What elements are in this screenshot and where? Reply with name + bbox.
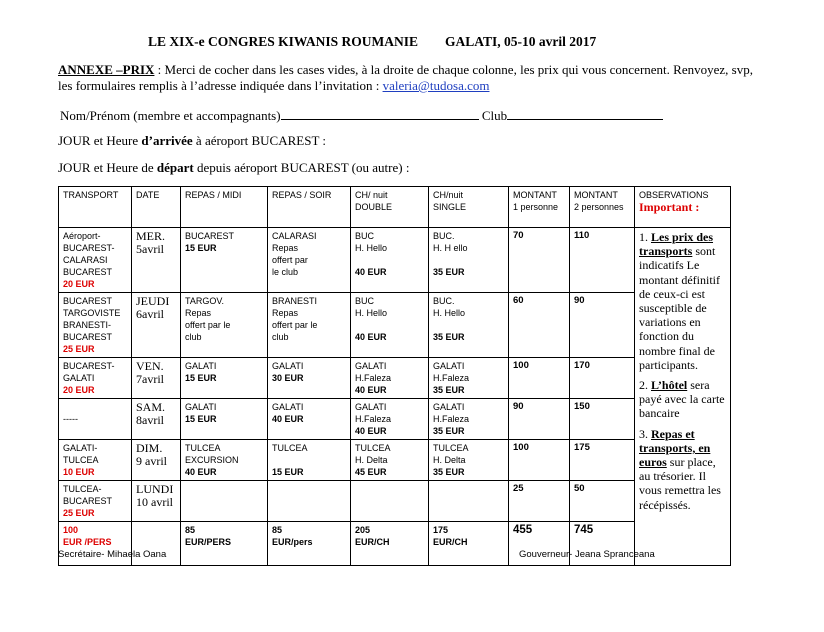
double-price: 40 EUR [355, 385, 387, 395]
cell-line: BUCAREST [185, 231, 235, 241]
table-row [59, 440, 731, 481]
cell-transport [59, 228, 132, 293]
cell-line: ----- [63, 414, 78, 424]
cell-montant-1: 60 [509, 293, 570, 358]
club-field[interactable] [507, 107, 663, 120]
soir-price: 15 EUR [272, 467, 304, 477]
cell-repas-soir [268, 481, 351, 522]
cell-line: BUCAREST [63, 496, 113, 506]
cell-transport [59, 358, 132, 399]
cell-repas-soir [268, 440, 351, 481]
total-single [429, 522, 509, 566]
cell-line: 5avril [136, 242, 164, 256]
cell-line: H. Hello [355, 308, 388, 318]
header-montant-2: MONTANT 2 personnes [570, 187, 635, 228]
cell-montant-1: 100 [509, 358, 570, 399]
cell-line: GALATI [185, 361, 217, 371]
cell-line: VEN. [136, 359, 164, 373]
cell-repas-soir [268, 228, 351, 293]
cell-line: MER. [136, 229, 166, 243]
cell-line [272, 454, 346, 466]
cell-line: H. H ello [433, 243, 468, 253]
arrival-bold: d’arrivée [141, 133, 193, 148]
cell-line: BUCAREST [63, 332, 113, 342]
arrival-text: JOUR et Heure [58, 133, 142, 148]
secretary-signature: Secrétaire- Mihaela Oana [58, 549, 167, 560]
cell-line: EUR/CH [433, 537, 468, 547]
annexe-label: ANNEXE –PRIX [58, 62, 155, 77]
cell-line [355, 319, 424, 331]
cell-line: TULCEA [355, 443, 391, 453]
cell-transport [59, 399, 132, 440]
cell-line: BUCAREST- [63, 243, 115, 253]
cell-line: GALATI [355, 402, 387, 412]
cell-line: Aéroport- [63, 231, 101, 241]
cell-line: JEUDI [136, 294, 170, 308]
cell-line: EUR/CH [355, 537, 390, 547]
cell-line: GALATI [185, 402, 217, 412]
cell-date [132, 481, 181, 522]
club-label: Club [481, 108, 508, 123]
cell-transport [59, 293, 132, 358]
cell-line: SAM. [136, 400, 166, 414]
single-price: 35 EUR [433, 385, 465, 395]
cell-line: GALATI [272, 361, 304, 371]
soir-price: 30 EUR [272, 373, 304, 383]
obs-note-3: 3. Repas et transports, en euros sur place, au trésorier. Il vous remettra les récépissés. [639, 426, 721, 512]
header-double: CH/ nuit DOUBLE [351, 187, 429, 228]
single-price: 35 EUR [433, 267, 465, 277]
cell-transport [59, 481, 132, 522]
cell-line: GALATI- [63, 443, 98, 453]
arrival-text-end: à aéroport BUCAREST : [192, 133, 327, 148]
document-title: LE XIX-e CONGRES KIWANIS ROUMANIE GALATI, 05-10 avril 2017 [148, 34, 597, 49]
cell-line: offert par [272, 255, 308, 265]
cell-line: BUC [355, 296, 375, 306]
cell-line: club [272, 332, 289, 342]
cell-repas-soir [268, 399, 351, 440]
cell-line: BUCAREST [63, 296, 113, 306]
cell-line: H. Hello [355, 243, 388, 253]
cell-double [351, 228, 429, 293]
double-price: 40 EUR [355, 267, 387, 277]
cell-date [132, 399, 181, 440]
cell-single [429, 399, 509, 440]
cell-single [429, 358, 509, 399]
cell-line: BUCAREST [63, 267, 113, 277]
cell-line: GALATI [355, 361, 387, 371]
cell-line: offert par le [185, 320, 231, 330]
double-price: 40 EUR [355, 332, 387, 342]
cell-line: TULCEA [185, 443, 221, 453]
header-single: CH/nuit SINGLE [429, 187, 509, 228]
departure-bold: départ [156, 160, 194, 175]
cell-line [355, 254, 424, 266]
cell-line: H.Faleza [433, 414, 470, 424]
table-row [59, 481, 731, 522]
single-price: 35 EUR [433, 332, 465, 342]
annexe-paragraph [58, 62, 770, 94]
total-montant-2: 745 [570, 522, 635, 566]
cell-repas-midi [181, 399, 268, 440]
cell-repas-midi [181, 440, 268, 481]
cell-line: BRANESTI [272, 296, 318, 306]
cell-line: club [185, 332, 202, 342]
cell-line: H. Delta [355, 455, 388, 465]
cell-montant-1: 70 [509, 228, 570, 293]
cell-line: le club [272, 267, 299, 277]
cell-line: GALATI [272, 402, 304, 412]
cell-montant-1: 100 [509, 440, 570, 481]
cell-line: CALARASI [272, 231, 317, 241]
cell-line: BUC [355, 231, 375, 241]
cell-line: EUR /PERS [63, 537, 112, 547]
obs-note-2: 2. L’hôtel sera payé avec la carte bancaire [639, 378, 725, 421]
single-price: 35 EUR [433, 467, 465, 477]
table-row [59, 293, 731, 358]
name-field[interactable] [281, 107, 479, 120]
cell-line: Repas [272, 308, 299, 318]
cell-single [429, 440, 509, 481]
cell-repas-midi [181, 293, 268, 358]
cell-montant-2: 170 [570, 358, 635, 399]
cell-repas-soir [268, 293, 351, 358]
midi-price: 15 EUR [185, 373, 217, 383]
name-club-line [60, 107, 663, 124]
cell-line: 205 [355, 525, 371, 535]
midi-price: 15 EUR [185, 243, 217, 253]
cell-montant-2: 110 [570, 228, 635, 293]
cell-date [132, 228, 181, 293]
transport-price: 20 EUR [63, 279, 95, 289]
cell-repas-midi [181, 228, 268, 293]
cell-line [433, 254, 504, 266]
table-header-row [59, 187, 731, 228]
cell-line: BUCAREST- [63, 361, 115, 371]
cell-line: 7avril [136, 372, 164, 386]
cell-line: 85 [185, 525, 196, 535]
cell-line: BUC. [433, 296, 455, 306]
cell-double [351, 440, 429, 481]
cell-montant-1: 25 [509, 481, 570, 522]
soir-price: 40 EUR [272, 414, 304, 424]
cell-transport [59, 440, 132, 481]
cell-date [132, 440, 181, 481]
cell-line [63, 401, 127, 413]
cell-line: H. Hello [433, 308, 466, 318]
cell-date [132, 293, 181, 358]
cell-line: 6avril [136, 307, 164, 321]
table-row [59, 358, 731, 399]
cell-line: 85 [272, 525, 283, 535]
cell-double [351, 481, 429, 522]
total-montant-1: 455 [509, 522, 570, 566]
arrival-line [58, 133, 326, 149]
cell-double [351, 358, 429, 399]
cell-line: TULCEA [433, 443, 469, 453]
departure-text-end: depuis aéroport BUCAREST (ou autre) : [193, 160, 410, 175]
cell-line: H.Faleza [433, 373, 470, 383]
cell-montant-2: 50 [570, 481, 635, 522]
cell-montant-2: 150 [570, 399, 635, 440]
cell-double [351, 293, 429, 358]
cell-line: H.Faleza [355, 414, 392, 424]
departure-line [58, 160, 409, 176]
header-midi: REPAS / MIDI [181, 187, 268, 228]
cell-date [132, 358, 181, 399]
cell-line: TARGOV. [185, 296, 225, 306]
cell-line: TULCEA [63, 455, 99, 465]
obs-note-1: 1. Les prix des transports sont indicatifs Le montant définitif de ceux-ci est susceptible de variations en fonction du nombre final de participants. [639, 230, 720, 372]
cell-single [429, 293, 509, 358]
header-date: DATE [132, 187, 181, 228]
cell-line: EXCURSION [185, 455, 239, 465]
cell-single [429, 481, 509, 522]
transport-price: 25 EUR [63, 344, 95, 354]
cell-line: Repas [185, 308, 212, 318]
cell-montant-2: 90 [570, 293, 635, 358]
departure-text: JOUR et Heure de [58, 160, 157, 175]
table-row [59, 228, 731, 293]
double-price: 45 EUR [355, 467, 387, 477]
cell-montant-1: 90 [509, 399, 570, 440]
cell-repas-midi [181, 481, 268, 522]
cell-montant-2: 175 [570, 440, 635, 481]
midi-price: 15 EUR [185, 414, 217, 424]
annexe-text: : Merci de cocher dans les cases vides, à la droite de chaque colonne, les prix qui vous concernent. Renvoyez, svp, les formulaires remplis à l’adresse indiquée dans l’invitation : [58, 62, 753, 93]
cell-line: 10 avril [136, 495, 173, 509]
cell-line: BRANESTI- [63, 320, 112, 330]
cell-line: H.Faleza [355, 373, 392, 383]
transport-price: 10 EUR [63, 467, 95, 477]
cell-line: GALATI [63, 373, 95, 383]
header-soir: REPAS / SOIR [268, 187, 351, 228]
cell-single [429, 228, 509, 293]
cell-line: 9 avril [136, 454, 167, 468]
cell-line [433, 319, 504, 331]
cell-line: LUNDI [136, 482, 174, 496]
cell-line: DIM. [136, 441, 163, 455]
total-double [351, 522, 429, 566]
single-price: 35 EUR [433, 426, 465, 436]
cell-line: EUR/pers [272, 537, 313, 547]
governor-signature: Gouverneur- Jeana Spranceana [519, 549, 655, 560]
cell-line: BUC. [433, 231, 455, 241]
cell-line: Repas [272, 243, 299, 253]
cell-line: 100 [63, 525, 79, 535]
table-row [59, 399, 731, 440]
header-montant-1: MONTANT 1 personne [509, 187, 570, 228]
cell-line: TULCEA [272, 443, 308, 453]
cell-line: EUR/PERS [185, 537, 232, 547]
header-transport: TRANSPORT [59, 187, 132, 228]
total-repas-midi [181, 522, 268, 566]
cell-repas-midi [181, 358, 268, 399]
email-link[interactable]: valeria@tudosa.com [382, 78, 490, 93]
cell-line: CALARASI [63, 255, 108, 265]
cell-line: TULCEA- [63, 484, 102, 494]
name-label: Nom/Prénom (membre et accompagnants) [60, 108, 281, 123]
cell-line: H. Delta [433, 455, 466, 465]
total-repas-soir [268, 522, 351, 566]
header-observations: OBSERVATIONS Important : [635, 187, 731, 228]
price-table [58, 186, 731, 566]
cell-repas-soir [268, 358, 351, 399]
cell-line: GALATI [433, 402, 465, 412]
cell-line: 8avril [136, 413, 164, 427]
double-price: 40 EUR [355, 426, 387, 436]
cell-line: 175 [433, 525, 449, 535]
transport-price: 20 EUR [63, 385, 95, 395]
observations-cell [635, 228, 731, 566]
transport-price: 25 EUR [63, 508, 95, 518]
cell-line: GALATI [433, 361, 465, 371]
midi-price: 40 EUR [185, 467, 217, 477]
cell-line: TARGOVISTE [63, 308, 121, 318]
cell-line: offert par le [272, 320, 318, 330]
cell-double [351, 399, 429, 440]
